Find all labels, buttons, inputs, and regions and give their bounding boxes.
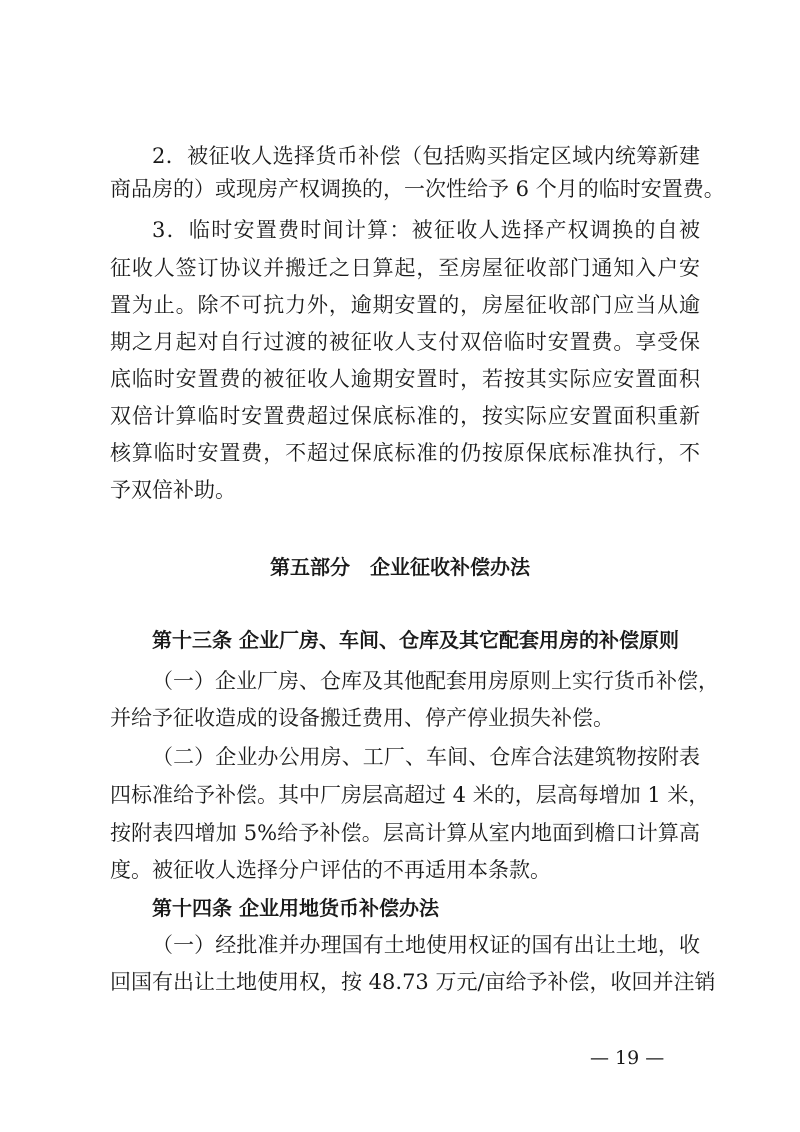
paragraph-line: 核算临时安置费，不超过保底标准的仍按原保底标准执行，不 [110,441,700,465]
paragraph-line: 3．临时安置费时间计算：被征收人选择产权调换的自被 [152,218,700,242]
article-14-title: 第十四条 企业用地货币补偿办法 [152,896,439,920]
paragraph-line: 度。被征收人选择分户评估的不再适用本条款。 [110,858,551,882]
paragraph-line: 商品房的）或现房产权调换的，一次性给予 6 个月的临时安置费。 [110,177,725,201]
paragraph-line: 回国有出让土地使用权，按 48.73 万元/亩给予补偿，收回并注销 [110,970,716,994]
article-13-title: 第十三条 企业厂房、车间、仓库及其它配套用房的补偿原则 [152,628,679,652]
paragraph-line: 双倍计算临时安置费超过保底标准的，按实际应安置面积重新 [110,404,700,428]
paragraph-line: 四标准给予补偿。其中厂房层高超过 4 米的，层高每增加 1 米， [110,783,710,807]
paragraph-line: 按附表四增加 5%给予补偿。层高计算从室内地面到檐口计算高 [110,821,700,845]
part-heading: 第五部分 企业征收补偿办法 [270,555,530,579]
paragraph-line: （一）企业厂房、仓库及其他配套用房原则上实行货币补偿， [152,669,719,693]
paragraph-line: 置为止。除不可抗力外，逾期安置的，房屋征收部门应当从逾 [110,293,700,317]
paragraph-line: 征收人签订协议并搬迁之日算起，至房屋征收部门通知入户安 [110,256,700,280]
page-number: — 19 — [590,1047,665,1069]
paragraph-line: 底临时安置费的被征收人逾期安置时，若按其实际应安置面积 [110,367,700,391]
paragraph-line: 并给予征收造成的设备搬迁费用、停产停业损失补偿。 [110,706,614,730]
paragraph-line: 2．被征收人选择货币补偿（包括购买指定区域内统筹新建 [152,144,700,168]
paragraph-line: 期之月起对自行过渡的被征收人支付双倍临时安置费。享受保 [110,330,700,354]
paragraph-line: （二）企业办公用房、工厂、车间、仓库合法建筑物按附表 [152,745,700,769]
paragraph-line: （一）经批准并办理国有土地使用权证的国有出让土地，收 [152,933,700,957]
paragraph-line: 予双倍补助。 [110,478,236,502]
